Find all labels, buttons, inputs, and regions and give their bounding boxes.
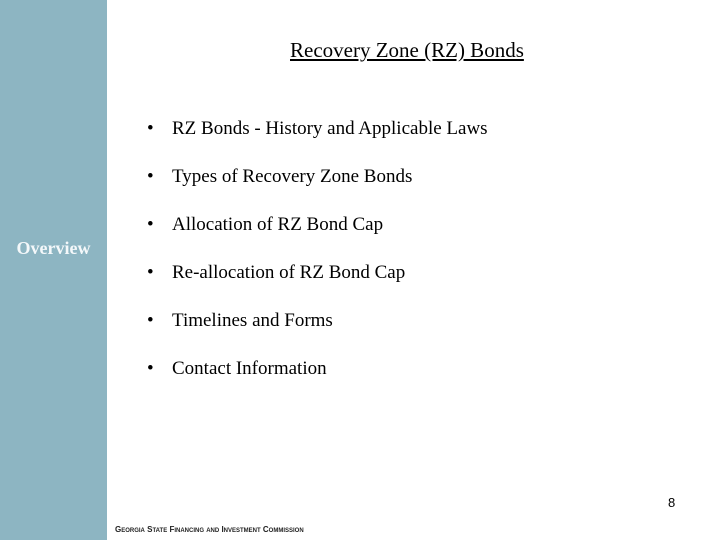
footer-org-name: Georgia State Financing and Investment Commission [115, 525, 304, 534]
list-item: • Re-allocation of RZ Bond Cap [147, 262, 488, 310]
sidebar [0, 0, 107, 540]
bullet-text: Contact Information [172, 358, 327, 379]
slide-title: Recovery Zone (RZ) Bonds [290, 38, 524, 62]
bullet-text: Allocation of RZ Bond Cap [172, 214, 384, 235]
list-item: • Contact Information [147, 358, 488, 406]
bullet-text: Re-allocation of RZ Bond Cap [172, 262, 406, 283]
list-item: • RZ Bonds - History and Applicable Laws [147, 118, 488, 166]
bullet-text: Timelines and Forms [172, 310, 333, 331]
bullet-text: Types of Recovery Zone Bonds [172, 166, 413, 187]
list-item: • Types of Recovery Zone Bonds [147, 166, 488, 214]
bullet-text: RZ Bonds - History and Applicable Laws [172, 118, 488, 139]
list-item: • Timelines and Forms [147, 310, 488, 358]
section-label: Overview [16, 238, 91, 258]
list-item: • Allocation of RZ Bond Cap [147, 214, 488, 262]
bullet-list [147, 118, 488, 406]
page-number: 8 [668, 495, 676, 510]
